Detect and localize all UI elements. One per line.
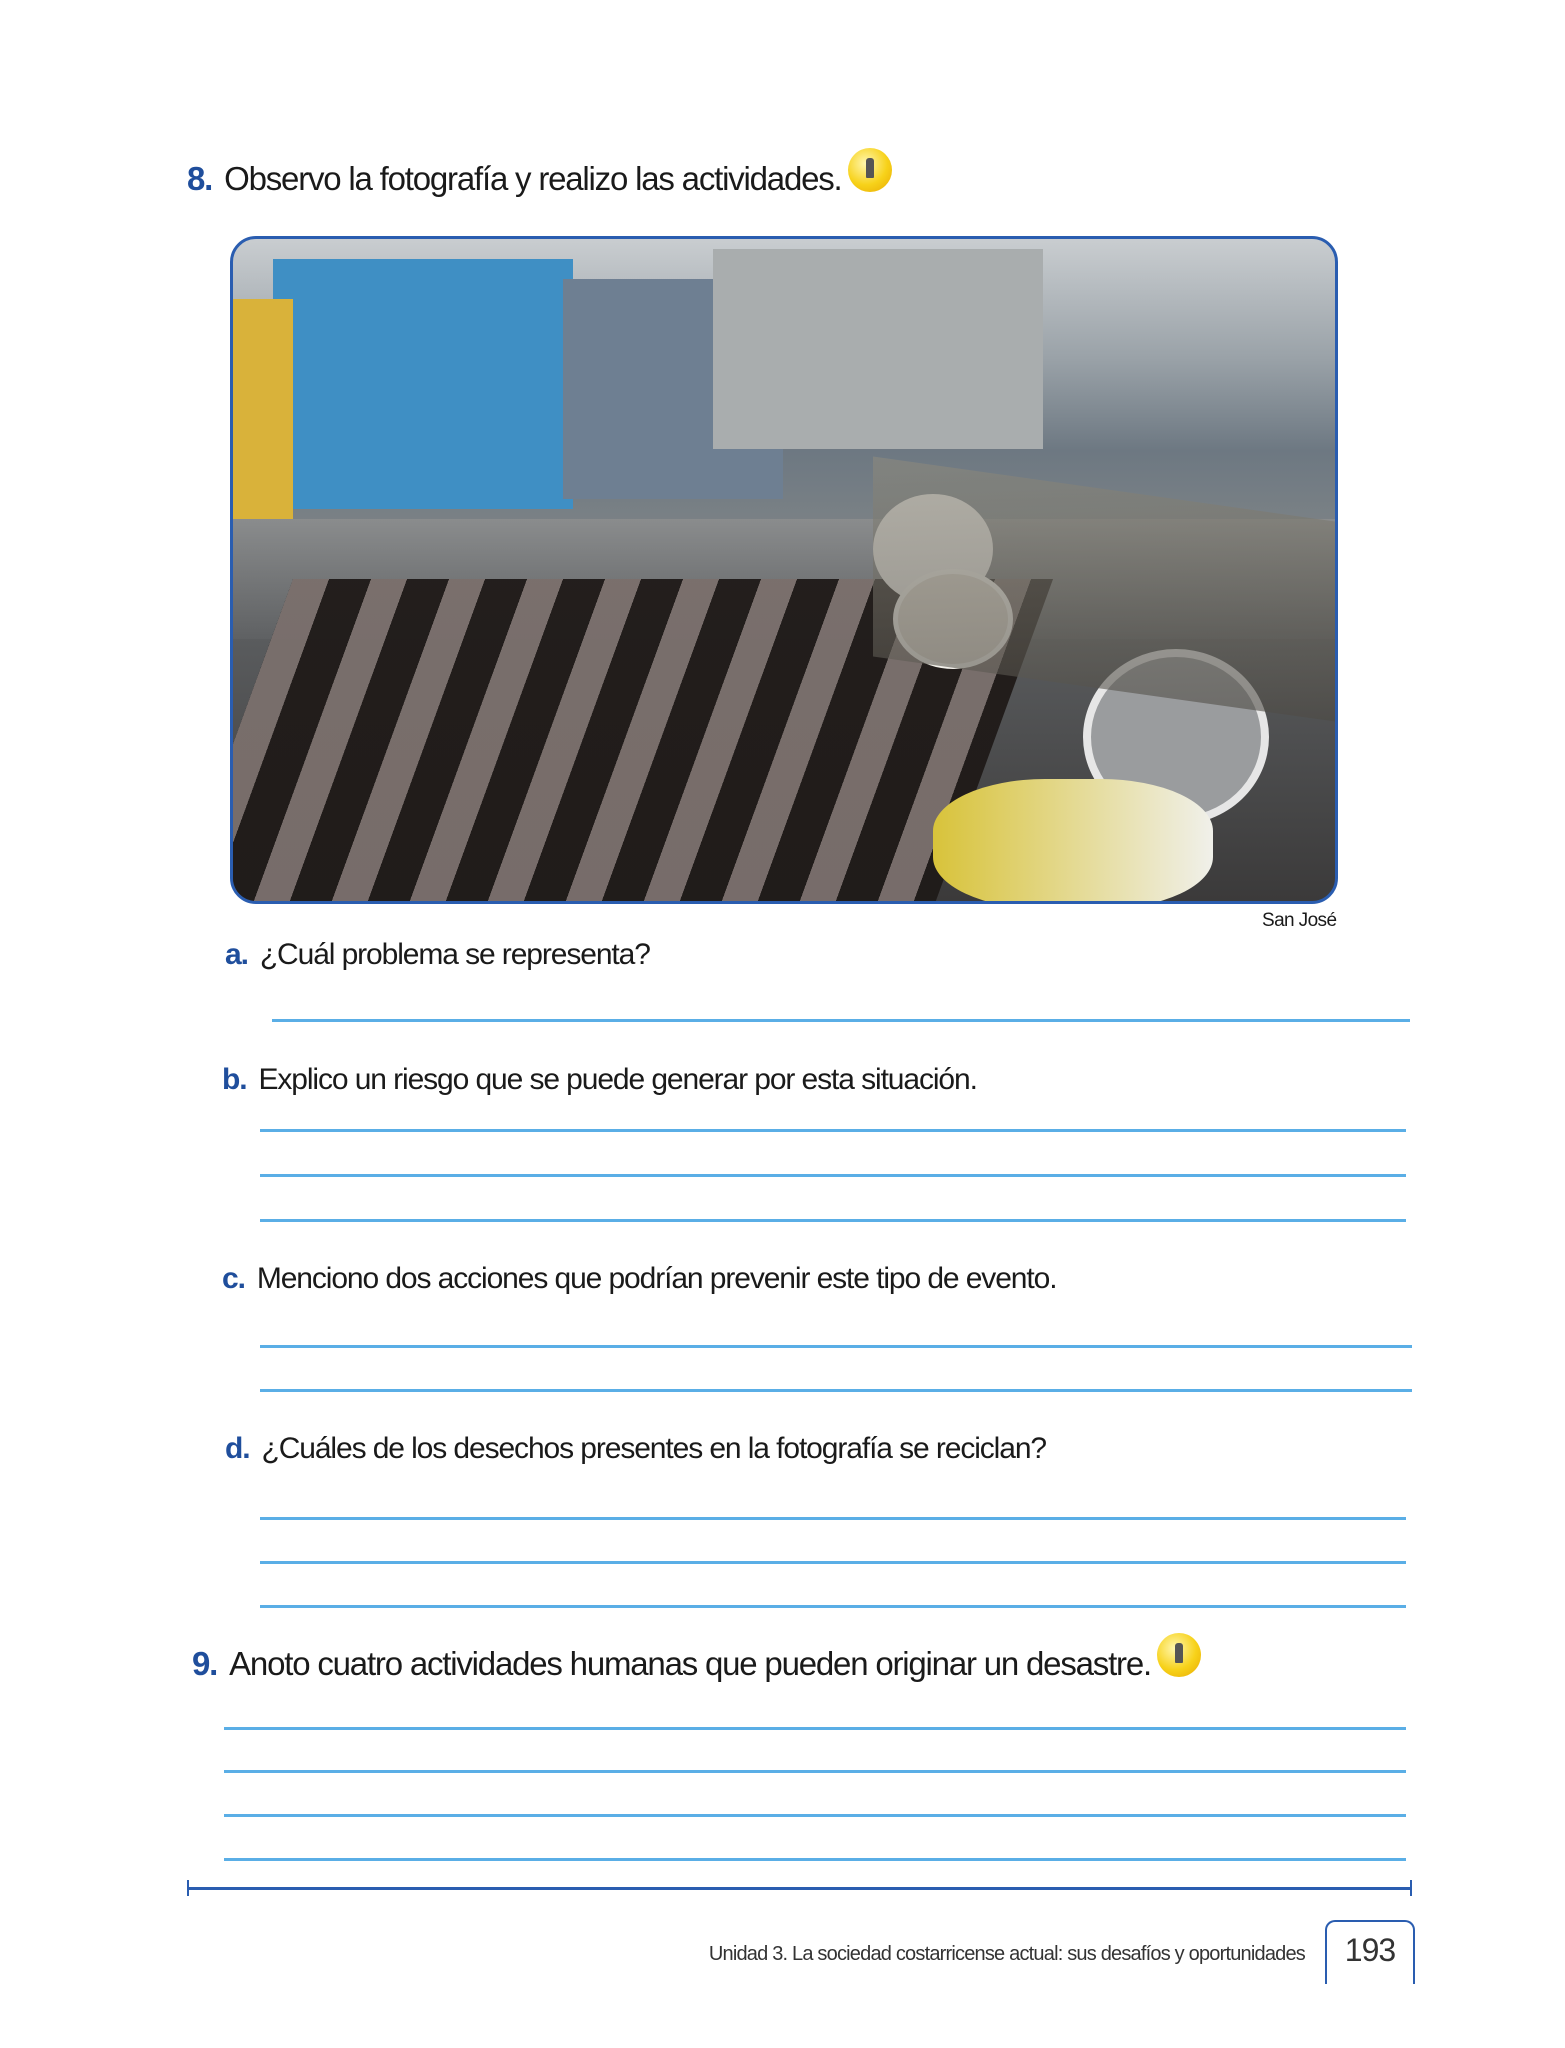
item-a bbox=[225, 938, 650, 972]
question-number: 9. bbox=[192, 1645, 218, 1682]
answer-line[interactable] bbox=[224, 1814, 1406, 1817]
photo-storm-drain-trash bbox=[230, 236, 1338, 904]
photo-building bbox=[713, 249, 1043, 449]
answer-line[interactable] bbox=[272, 1019, 1410, 1022]
photo-caption: San José bbox=[1262, 910, 1337, 931]
photo-building bbox=[233, 299, 293, 529]
lightbulb-icon bbox=[848, 148, 892, 192]
item-c bbox=[222, 1262, 1056, 1296]
page-number: 193 bbox=[1325, 1920, 1415, 1984]
answer-line[interactable] bbox=[224, 1858, 1406, 1861]
answer-line[interactable] bbox=[224, 1727, 1406, 1730]
answer-line[interactable] bbox=[260, 1389, 1412, 1392]
item-letter: d. bbox=[225, 1432, 250, 1465]
item-letter: b. bbox=[222, 1063, 247, 1096]
answer-line[interactable] bbox=[260, 1219, 1406, 1222]
answer-line[interactable] bbox=[260, 1174, 1406, 1177]
photo-building bbox=[273, 259, 573, 509]
item-text: ¿Cuál problema se representa? bbox=[259, 938, 650, 971]
item-text: ¿Cuáles de los desechos presentes en la fotografía se reciclan? bbox=[261, 1432, 1046, 1465]
item-letter: a. bbox=[225, 938, 248, 971]
answer-line[interactable] bbox=[260, 1517, 1406, 1520]
lightbulb-icon bbox=[1157, 1633, 1201, 1677]
question-text: Anoto cuatro actividades humanas que pueden originar un desastre. bbox=[229, 1645, 1151, 1682]
answer-line[interactable] bbox=[224, 1770, 1406, 1773]
item-text: Menciono dos acciones que podrían prevenir este tipo de evento. bbox=[256, 1262, 1057, 1295]
question-number: 8. bbox=[187, 160, 213, 197]
answer-line[interactable] bbox=[260, 1129, 1406, 1132]
item-text: Explico un riesgo que se puede generar por esta situación. bbox=[258, 1063, 977, 1096]
footer-unit-title: Unidad 3. La sociedad costarricense actual: sus desafíos y oportunidades bbox=[708, 1943, 1305, 1965]
item-letter: c. bbox=[222, 1262, 245, 1295]
item-d bbox=[225, 1432, 1046, 1466]
question-8 bbox=[187, 160, 892, 204]
answer-line[interactable] bbox=[260, 1345, 1412, 1348]
rule-end bbox=[1410, 1880, 1412, 1896]
question-9 bbox=[192, 1645, 1201, 1689]
answer-line[interactable] bbox=[260, 1561, 1406, 1564]
item-b bbox=[222, 1063, 977, 1097]
answer-line[interactable] bbox=[260, 1605, 1406, 1608]
photo-bag bbox=[933, 779, 1213, 904]
question-text: Observo la fotografía y realizo las actividades. bbox=[224, 160, 842, 197]
footer-rule bbox=[187, 1887, 1412, 1890]
rule-end bbox=[187, 1880, 189, 1896]
